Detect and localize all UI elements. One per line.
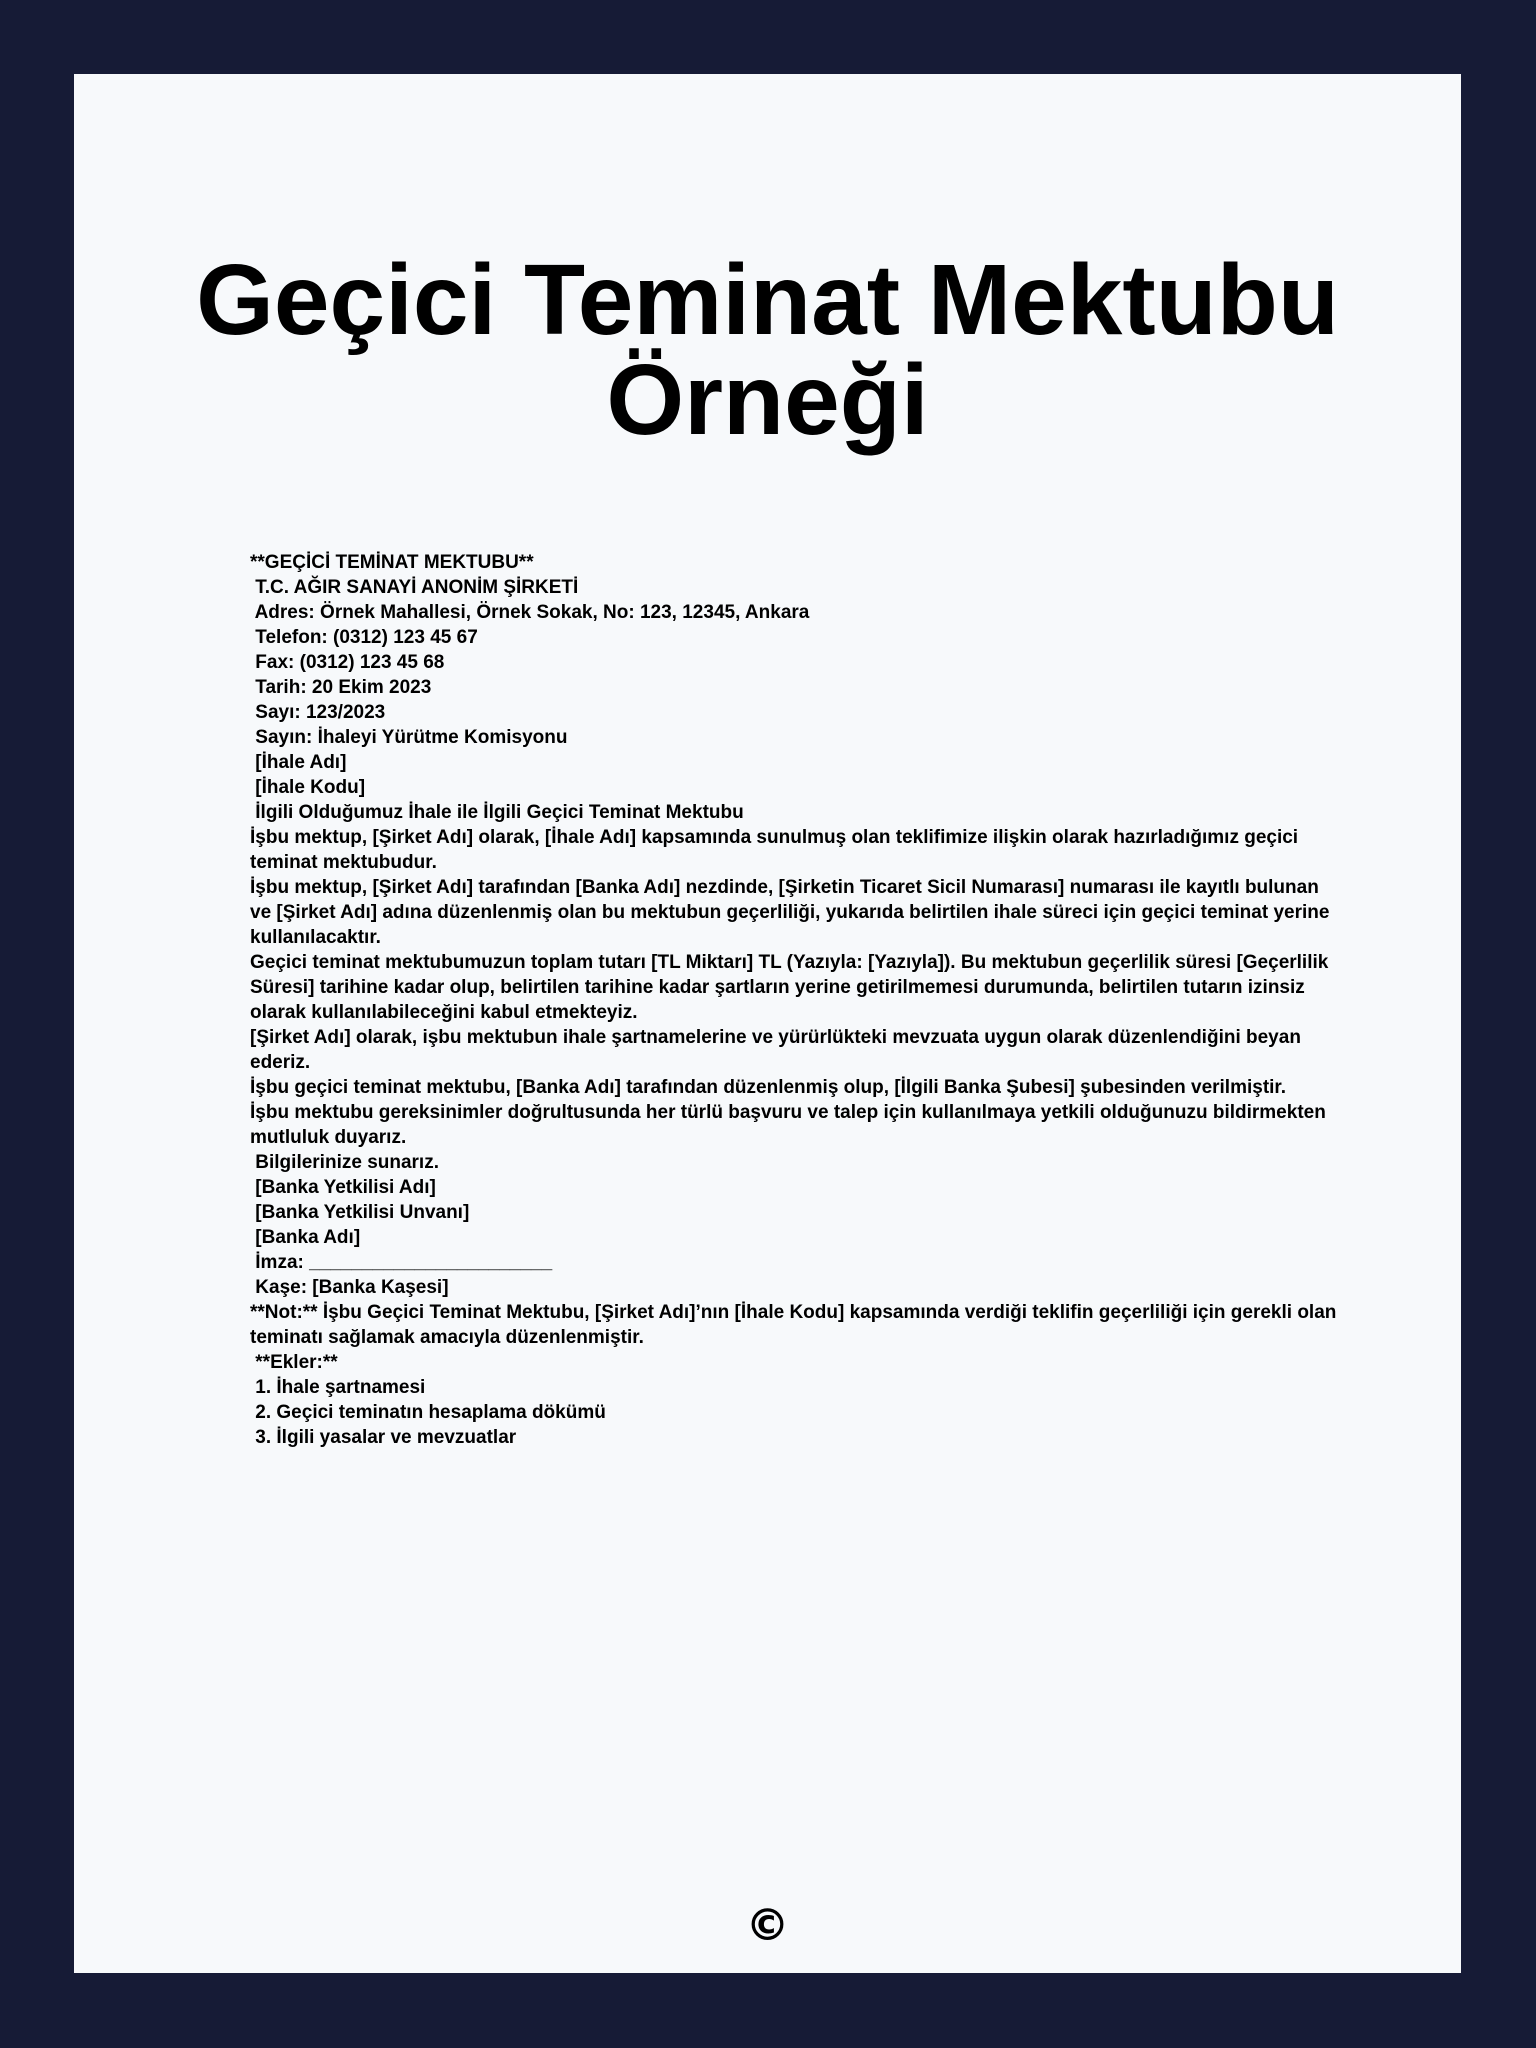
- paragraph: [Şirket Adı] olarak, işbu mektubun ihale şartnamelerine ve yürürlükteki mevzuata uygun olarak düzenlendiğini beyan ederiz.: [250, 1027, 1301, 1073]
- company-phone: Telefon: (0312) 123 45 67: [250, 627, 478, 648]
- stamp-line: Kaşe: [Banka Kaşesi]: [250, 1277, 449, 1298]
- paragraph: İşbu mektup, [Şirket Adı] olarak, [İhale Adı] kapsamında sunulmuş olan teklifimize ilişkin olarak hazırladığımız geçici teminat mektubudur.: [250, 827, 1299, 873]
- tender-name: [İhale Adı]: [250, 752, 347, 773]
- paragraph: Geçici teminat mektubumuzun toplam tutarı [TL Miktarı] TL (Yazıyla: [Yazıyla]). Bu mektubun geçerlilik süresi [Geçerlilik Süresi] tarihine kadar olup, belirtilen tarihine kadar şartların yerine getirilmemesi durumunda, belirtilen tutarın izinsiz olarak kullanılabileceğini kabul etmekteyiz.: [250, 952, 1329, 1023]
- letter-number: Sayı: 123/2023: [250, 702, 386, 723]
- note: **Not:** İşbu Geçici Teminat Mektubu, [Şirket Adı]’nın [İhale Kodu] kapsamında verdiği teklifin geçerliliği için gerekli olan teminatı sağlamak amacıyla düzenlenmiştir.: [250, 1302, 1337, 1348]
- document-body: [250, 550, 1340, 1450]
- tender-code: [İhale Kodu]: [250, 777, 366, 798]
- document-page: [74, 74, 1461, 1973]
- attachments-heading: **Ekler:**: [250, 1352, 338, 1373]
- attachment-item: 2. Geçici teminatın hesaplama dökümü: [250, 1402, 606, 1423]
- attachment-item: 3. İlgili yasalar ve mevzuatlar: [250, 1427, 517, 1448]
- copyright-icon: ©: [745, 1900, 790, 1951]
- subject-line: İlgili Olduğumuz İhale ile İlgili Geçici Teminat Mektubu: [250, 802, 744, 823]
- closing-line: Bilgilerinize sunarız.: [250, 1152, 439, 1173]
- paragraph: İşbu mektup, [Şirket Adı] tarafından [Banka Adı] nezdinde, [Şirketin Ticaret Sicil Numarası] numarası ile kayıtlı bulunan ve [Şirket Adı] adına düzenlenmiş olan bu mektubun geçerliliği, yukarıda belirtilen ihale süreci için geçici teminat yerine kullanılacaktır.: [250, 877, 1330, 948]
- attachment-item: 1. İhale şartnamesi: [250, 1377, 426, 1398]
- paragraph: İşbu mektubu gereksinimler doğrultusunda her türlü başvuru ve talep için kullanılmaya yetkili olduğunuzu bildirmekten mutluluk duyarız.: [250, 1102, 1326, 1148]
- recipient: Sayın: İhaleyi Yürütme Komisyonu: [250, 727, 568, 748]
- letter-date: Tarih: 20 Ekim 2023: [250, 677, 432, 698]
- bank-official-name: [Banka Yetkilisi Adı]: [250, 1177, 436, 1198]
- company-address: Adres: Örnek Mahallesi, Örnek Sokak, No: 123, 12345, Ankara: [250, 602, 810, 623]
- signature-line: İmza: _______________________: [250, 1252, 553, 1273]
- header-line: **GEÇİCİ TEMİNAT MEKTUBU**: [250, 552, 534, 573]
- bank-official-title: [Banka Yetkilisi Unvanı]: [250, 1202, 470, 1223]
- paragraph: İşbu geçici teminat mektubu, [Banka Adı] tarafından düzenlenmiş olup, [İlgili Banka Şubesi] şubesinden verilmiştir.: [250, 1077, 1287, 1098]
- document-title: Geçici Teminat Mektubu Örneği: [196, 244, 1339, 456]
- bank-name: [Banka Adı]: [250, 1227, 361, 1248]
- company-name: T.C. AĞIR SANAYİ ANONİM ŞİRKETİ: [250, 577, 579, 598]
- company-fax: Fax: (0312) 123 45 68: [250, 652, 445, 673]
